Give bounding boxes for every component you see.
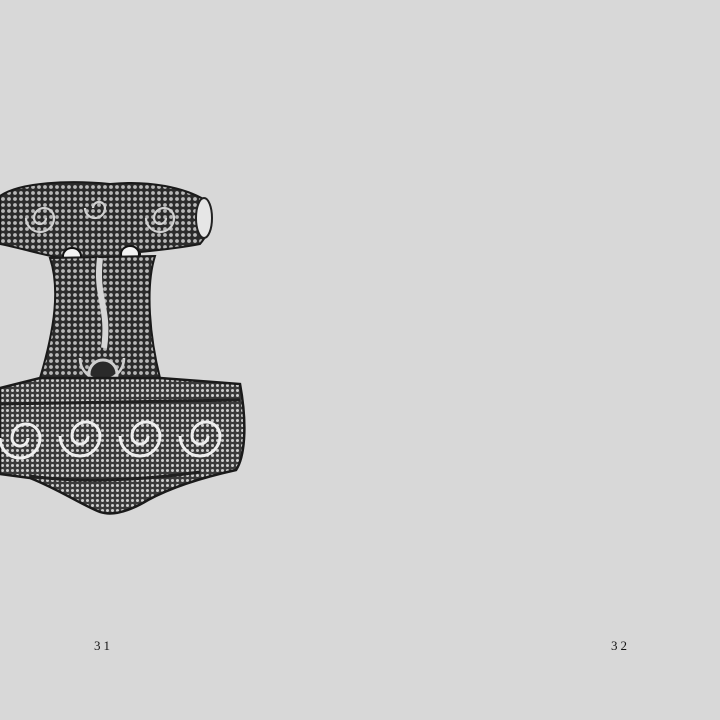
thors-hammer-illustration: [0, 178, 250, 518]
page-number-right: 32: [611, 638, 630, 653]
hammer-pendant-icon: [0, 178, 250, 518]
page-number-left: 31: [94, 638, 113, 653]
